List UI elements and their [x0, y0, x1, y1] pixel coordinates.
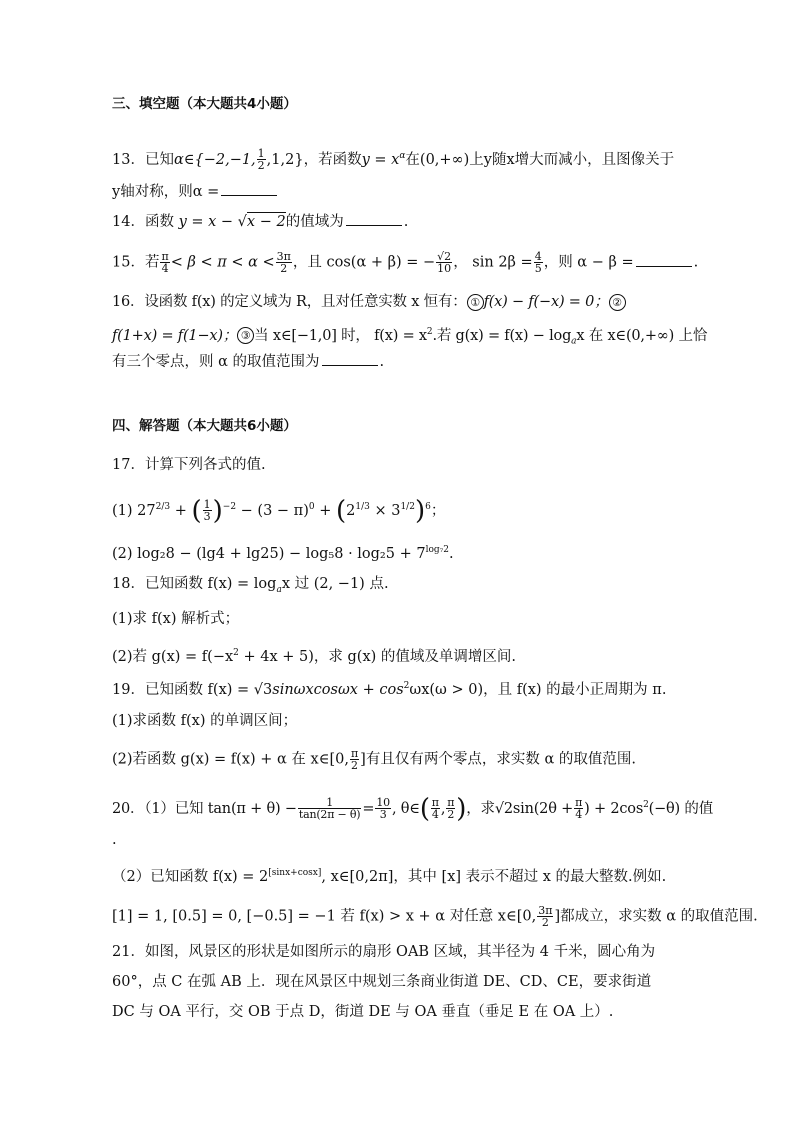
- section-answer-title: 四、解答题（本大题共6小题）: [112, 418, 297, 434]
- question-17-part1: (1) $27^{2/3}$ + ( $\frac{1}{3}$ )$^{-2} - (3 - \pi)^0 + (2^{1/3} \times 3^{1/2})^6$；: [112, 495, 446, 526]
- question-16-line3: 有三个零点，则 α 的取值范围为 .: [112, 351, 384, 372]
- answer-blank[interactable]: [346, 211, 402, 226]
- question-17-part2: (2) $\log_28 - (\lg 4 + \lg 25) - \log_58 \cdot \log_25 + 7^{log_72}$.: [112, 545, 454, 562]
- answer-blank[interactable]: [322, 351, 378, 366]
- question-20-line3: [1] = 1, [0.5] = 0, [−0.5] = −1 若 f(x) > x + α 对任意 x∈[0, $\frac{3\pi}{2}$ ]都成立，求实数 α 的取值范围.: [112, 904, 758, 929]
- question-16-line1: 16．设函数 f(x) 的定义域为 R，且对任意实数 x 恒有： ① f(x) − f(−x) = 0； ②: [112, 292, 626, 312]
- question-19-part2: (2)若函数 g(x) = f(x) + α 在 x∈[0, $\frac{\pi}{2}$ ]有且仅有两个零点，求实数 α 的取值范围.: [112, 747, 636, 772]
- question-20-line2: （2）已知函数 f(x) = 2[sinx+cosx], x∈[0,2π]，其中 [x] 表示不超过 x 的最大整数.例如.: [112, 868, 667, 885]
- question-21-line3: DC 与 OA 平行，交 OB 于点 D，街道 DE 与 OA 垂直（垂足 E 在 OA 上）.: [112, 1004, 614, 1020]
- answer-blank[interactable]: [221, 181, 277, 196]
- question-18-part2: (2)若 $g(x) = f(-x^2 + 4x + 5)$，求 g(x) 的值域及单调增区间.: [112, 648, 516, 665]
- question-19-part1: (1)求函数 f(x) 的单调区间；: [112, 713, 298, 729]
- question-21-line1: 21．如图，风景区的形状是如图所示的扇形 OAB 区域，其半径为 4 千米，圆心角为: [112, 944, 656, 960]
- question-16-line2: f(1+x) = f(1−x)； ③ 当 x∈[−1,0] 时， $f(x) = x^2$.若 $g(x) = f(x) - \log_ax$ 在 x∈(0,+∞) 上恰: [112, 327, 708, 347]
- question-18-line1: 18．已知函数 $f(x) = \log_ax$ 过 (2, −1) 点.: [112, 576, 389, 595]
- answer-blank[interactable]: [636, 252, 692, 267]
- section-fill-title: 三、填空题（本大题共4小题）: [112, 96, 297, 112]
- question-21-line2: 60°，点 C 在弧 AB 上．现在风景区中规划三条商业街道 DE、CD、CE，要求街道: [112, 974, 652, 990]
- question-14: 14．函数 y = x − √x − 2的值域为 .: [112, 211, 408, 232]
- question-13-line1: 13．已知α∈{−2,−1, $\frac{1}{2}$ ,1,2}，若函数$y = x^\alpha$在(0,+∞)上y随x增大而减小，且图像关于: [112, 147, 675, 173]
- question-20-line1: 20．（1）已知 tan(π + θ) − $\frac{1}{\tan(2\pi - \theta)}$ = $\frac{10}{3}$ , θ∈( $\frac{\pi}{4}$ , $\frac{\pi}{2}$ )，求√2sin(2θ + $\frac{\pi}{4}$ ) + $2\cos^2(-\theta)$ 的值: [112, 793, 714, 824]
- question-20-dot: .: [112, 832, 117, 848]
- question-17-title: 17．计算下列各式的值.: [112, 457, 266, 473]
- question-15: 15．若 $\frac{\pi}{4}$ < β < π < α < $\frac{3\pi}{2}$ ，且 cos(α + β) = − $\frac{√2}{10}$ ， sin 2β = $\frac{4}{5}$ ，则 α − β = .: [112, 250, 699, 275]
- question-13-line2: y轴对称，则α =: [112, 181, 279, 202]
- question-19-line1: 19．已知函数 $f(x) = √3\sin\omega xcos\omega x + \cos^2\omega x(\omega > 0)$，且 f(x) 的最小正周期为 π.: [112, 681, 667, 698]
- question-18-part1: (1)求 f(x) 解析式；: [112, 611, 240, 627]
- fraction: $\frac{1}{2}$: [257, 147, 265, 173]
